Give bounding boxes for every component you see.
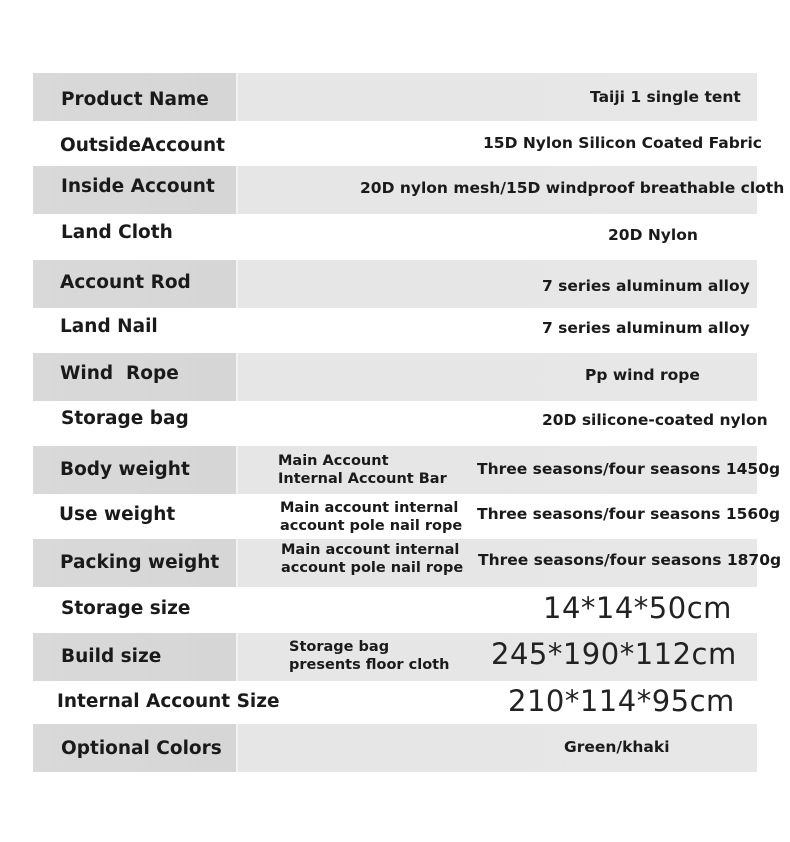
spec-row-packing-weight [33, 539, 782, 587]
spec-sub-line-1: Storage bag [289, 639, 390, 655]
spec-row-build-size [33, 633, 757, 681]
spec-value: 14*14*50cm [543, 591, 732, 625]
spec-value: 210*114*95cm [508, 684, 735, 718]
spec-row-storage-size [33, 586, 757, 634]
spec-value: 7 series aluminum alloy [542, 277, 750, 295]
spec-sub-line-2: account pole nail rope [280, 518, 463, 534]
spec-sub-line-1: Main account internal [281, 542, 460, 558]
spec-label: Account Rod [60, 272, 191, 293]
spec-row-use-weight [33, 493, 781, 541]
spec-row-wind-rope [33, 353, 757, 401]
spec-row-outside-account [33, 120, 762, 168]
spec-value: 20D Nylon [608, 226, 698, 244]
spec-row-optional-colors [33, 724, 757, 772]
spec-label: Land Nail [60, 316, 158, 337]
spec-value: Green/khaki [564, 738, 670, 756]
spec-value: Taiji 1 single tent [590, 88, 741, 106]
spec-row-product-name [33, 73, 757, 121]
spec-row-internal-account-size [33, 679, 757, 727]
spec-row-account-rod [33, 260, 757, 308]
spec-label: Build size [61, 646, 162, 667]
spec-value: Three seasons/four seasons 1560g [477, 505, 781, 523]
spec-sub-line-2: presents floor cloth [289, 657, 450, 673]
spec-sub-line-2: Internal Account Bar [278, 471, 447, 487]
spec-label: Packing weight [60, 552, 220, 573]
spec-label: Land Cloth [61, 222, 173, 243]
spec-label: Wind Rope [60, 363, 179, 384]
spec-sub-line-1: Main account internal [280, 500, 459, 516]
spec-label: Product Name [61, 89, 209, 110]
spec-value: Three seasons/four seasons 1870g [478, 551, 782, 569]
spec-value: 20D silicone-coated nylon [542, 411, 768, 429]
spec-row-land-nail [33, 306, 757, 354]
spec-value: Three seasons/four seasons 1450g [477, 460, 781, 478]
spec-value: Pp wind rope [585, 366, 700, 384]
spec-label: OutsideAccount [60, 135, 226, 156]
spec-label: Optional Colors [61, 738, 222, 759]
spec-label: Inside Account [61, 176, 215, 197]
spec-label: Internal Account Size [57, 691, 280, 712]
spec-row-body-weight [33, 446, 781, 494]
spec-label: Use weight [59, 504, 176, 525]
spec-row-land-cloth [33, 214, 757, 262]
spec-label: Body weight [60, 459, 190, 480]
spec-value: 7 series aluminum alloy [542, 319, 750, 337]
spec-row-storage-bag [33, 399, 768, 447]
spec-label: Storage size [61, 598, 191, 619]
spec-value: 245*190*112cm [491, 637, 737, 671]
spec-row-inside-account [33, 166, 785, 214]
spec-sub-line-1: Main Account [278, 453, 389, 469]
spec-sub-line-2: account pole nail rope [281, 560, 464, 576]
spec-value: 15D Nylon Silicon Coated Fabric [483, 134, 762, 152]
spec-label: Storage bag [61, 408, 189, 429]
spec-value: 20D nylon mesh/15D windproof breathable cloth [360, 179, 785, 197]
